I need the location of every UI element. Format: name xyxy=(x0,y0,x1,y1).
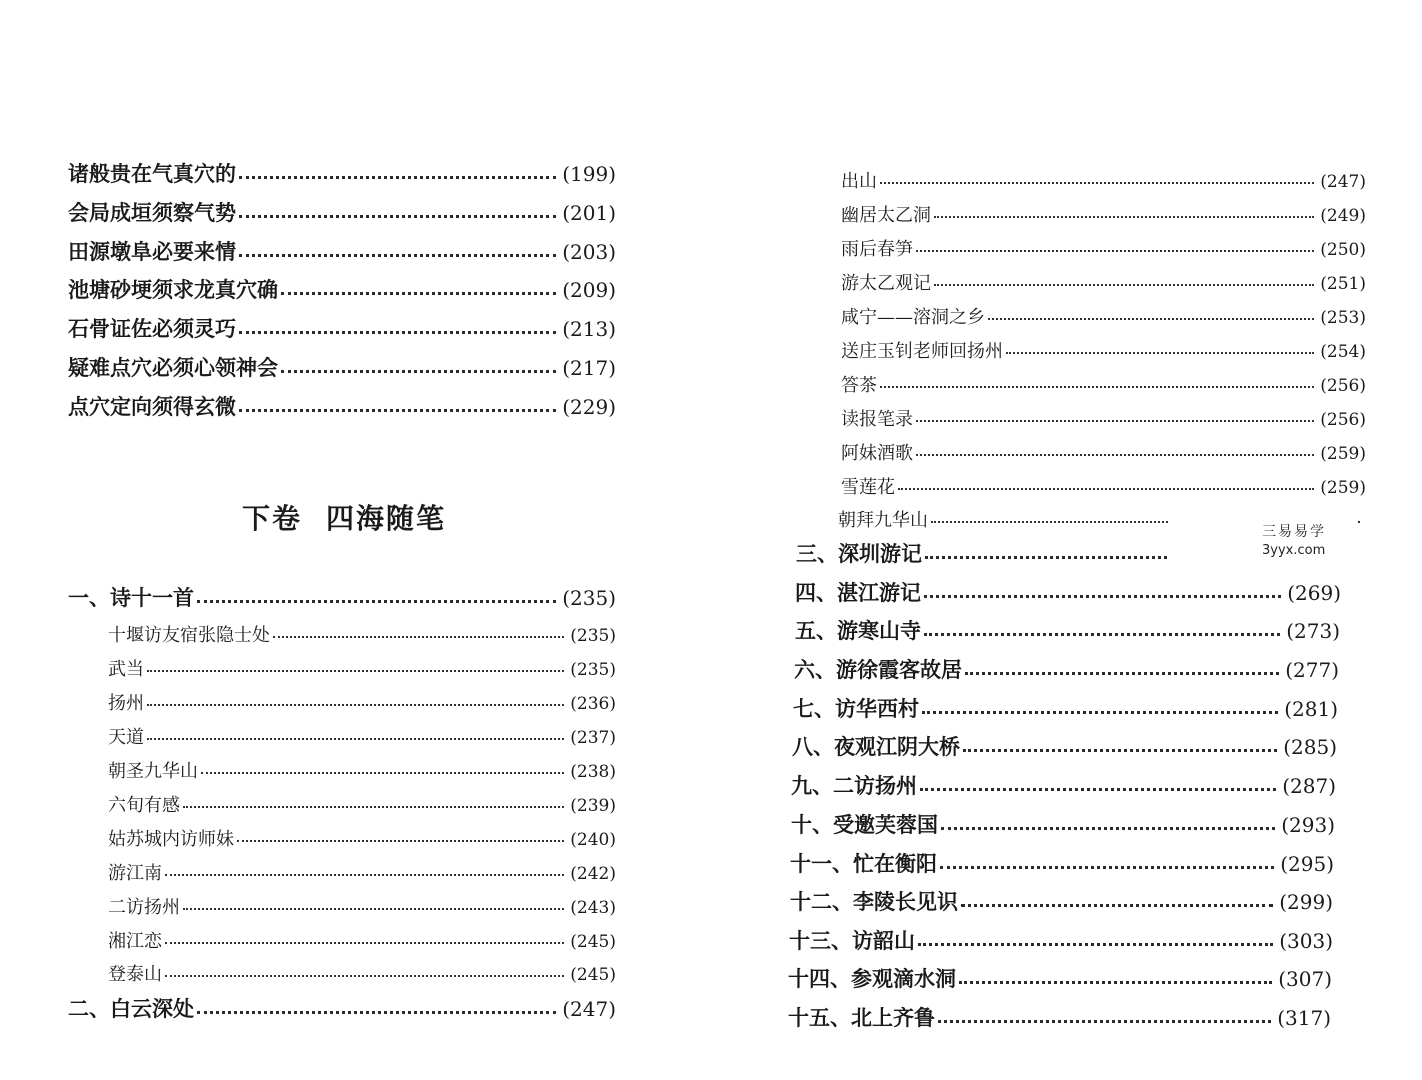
watermark-name: 三易易学 xyxy=(1262,524,1326,540)
toc-subentry-title: 扬州 xyxy=(108,693,144,714)
toc-subentry[interactable] xyxy=(841,473,1366,499)
toc-subentry-title: 二访扬州 xyxy=(108,897,180,918)
toc-subentry-page: (238) xyxy=(570,762,616,782)
toc-subentry[interactable] xyxy=(108,757,616,783)
site-watermark xyxy=(1168,512,1358,566)
toc-section-title: 十四、参观滴水洞 xyxy=(788,966,956,991)
toc-entry-page: (209) xyxy=(562,278,616,302)
toc-section[interactable] xyxy=(794,654,1339,684)
dot-leader xyxy=(963,749,1277,752)
toc-subentry[interactable] xyxy=(841,167,1366,193)
toc-subentry-title: 登泰山 xyxy=(108,964,162,985)
toc-section-title: 三、深圳游记 xyxy=(796,541,922,566)
toc-subentry-title: 咸宁——溶洞之乡 xyxy=(841,307,985,328)
toc-section-page: (299) xyxy=(1279,890,1333,914)
dot-leader xyxy=(924,633,1280,636)
toc-subentry-page: (259) xyxy=(1320,444,1366,464)
toc-section-title: 八、夜观江阴大桥 xyxy=(792,734,960,759)
toc-subentry-title: 游太乙观记 xyxy=(841,273,931,294)
toc-subentry-page: (256) xyxy=(1320,410,1366,430)
toc-subentry-title: 游江南 xyxy=(108,863,162,884)
dot-leader xyxy=(898,488,1314,490)
dot-leader xyxy=(918,943,1273,946)
toc-subentry[interactable] xyxy=(841,371,1366,397)
toc-section-title: 十三、访韶山 xyxy=(789,928,915,953)
dot-leader xyxy=(916,420,1314,422)
toc-subentry-title: 六旬有感 xyxy=(108,795,180,816)
dot-leader xyxy=(239,331,556,334)
volume-label: 下卷 xyxy=(242,502,303,535)
toc-subentry-page: (243) xyxy=(570,898,616,918)
toc-section-page: (277) xyxy=(1285,658,1339,682)
dot-leader xyxy=(239,254,556,257)
toc-section-title: 十、受邀芙蓉国 xyxy=(791,812,938,837)
dot-leader xyxy=(201,772,564,774)
toc-entry-page: (213) xyxy=(562,317,616,341)
toc-subentry-title: 天道 xyxy=(108,727,144,748)
toc-section-page: (269) xyxy=(1287,581,1341,605)
toc-section[interactable] xyxy=(788,1002,1331,1032)
dot-leader xyxy=(165,942,564,944)
toc-subentry-page: (250) xyxy=(1320,240,1366,260)
toc-entry-page: (199) xyxy=(562,162,616,186)
dot-leader xyxy=(880,182,1314,184)
toc-subentry[interactable] xyxy=(841,405,1366,431)
dot-leader xyxy=(916,250,1314,252)
toc-section[interactable] xyxy=(795,577,1341,607)
dot-leader xyxy=(938,1020,1271,1023)
toc-section[interactable] xyxy=(68,993,616,1023)
toc-subentry-title: 幽居太乙洞 xyxy=(841,205,931,226)
toc-section-title: 一、诗十一首 xyxy=(68,585,194,610)
dot-leader xyxy=(147,704,564,706)
dot-leader xyxy=(147,670,564,672)
toc-section[interactable] xyxy=(791,770,1336,800)
toc-section-page: (247) xyxy=(562,997,616,1021)
toc-subentry-title: 武当 xyxy=(108,659,144,680)
dot-leader xyxy=(961,904,1273,907)
dot-leader xyxy=(165,874,564,876)
toc-subentry-title: 出山 xyxy=(841,171,877,192)
toc-entry-title: 会局成垣须察气势 xyxy=(68,200,236,225)
toc-subentry[interactable] xyxy=(108,621,616,647)
dot-leader xyxy=(239,215,556,218)
toc-subentry-title: 雪莲花 xyxy=(841,477,895,498)
toc-entry-title: 点穴定向须得玄微 xyxy=(68,394,236,419)
toc-entry-title: 诸般贵在气真穴的 xyxy=(68,161,236,186)
toc-entry[interactable] xyxy=(68,158,616,188)
toc-subentry[interactable] xyxy=(108,960,616,986)
toc-section[interactable] xyxy=(788,963,1332,993)
toc-section[interactable] xyxy=(68,582,616,612)
dot-leader xyxy=(988,318,1314,320)
toc-entry[interactable] xyxy=(68,313,616,343)
toc-entry[interactable] xyxy=(68,197,616,227)
toc-section[interactable] xyxy=(789,925,1333,955)
toc-subentry[interactable] xyxy=(108,655,616,681)
toc-section-title: 十一、忙在衡阳 xyxy=(790,851,937,876)
toc-section[interactable] xyxy=(790,848,1334,878)
toc-section-title: 七、访华西村 xyxy=(793,696,919,721)
toc-subentry-title: 阿妹酒歌 xyxy=(841,443,913,464)
toc-section-title: 四、湛江游记 xyxy=(795,580,921,605)
dot-leader xyxy=(239,409,556,412)
toc-section-title: 五、游寒山寺 xyxy=(795,618,921,643)
toc-subentry[interactable] xyxy=(108,791,616,817)
toc-subentry[interactable] xyxy=(841,235,1366,261)
toc-subentry[interactable] xyxy=(841,201,1366,227)
dot-leader xyxy=(880,386,1314,388)
toc-section[interactable] xyxy=(795,615,1340,645)
toc-entry[interactable] xyxy=(68,352,616,382)
toc-subentry-page: (236) xyxy=(570,694,616,714)
toc-section-page: (287) xyxy=(1282,774,1336,798)
dot-leader xyxy=(281,370,556,373)
toc-subentry-title: 湘江恋 xyxy=(108,931,162,952)
toc-section-title: 十二、李陵长见识 xyxy=(790,889,958,914)
toc-subentry-title: 雨后春笋 xyxy=(841,239,913,260)
toc-entry-title: 田源墩阜必要来情 xyxy=(68,239,236,264)
dot-leader xyxy=(273,636,564,638)
toc-subentry[interactable] xyxy=(841,269,1366,295)
volume-name: 四海随笔 xyxy=(326,502,447,535)
toc-subentry-title: 朝拜九华山 xyxy=(838,510,928,531)
dot-leader xyxy=(941,827,1275,830)
toc-section-page: (235) xyxy=(562,586,616,610)
dot-leader xyxy=(922,711,1278,714)
toc-entry[interactable] xyxy=(68,274,616,304)
toc-section[interactable] xyxy=(791,809,1335,839)
toc-section-page: (293) xyxy=(1281,813,1335,837)
toc-entry-page: (201) xyxy=(562,201,616,225)
toc-entry[interactable] xyxy=(68,236,616,266)
toc-subentry-page: (237) xyxy=(570,728,616,748)
toc-subentry-page: (245) xyxy=(570,965,616,985)
toc-entry-page: (229) xyxy=(562,395,616,419)
dot-leader xyxy=(916,454,1314,456)
toc-entry-page: (217) xyxy=(562,356,616,380)
toc-subentry[interactable] xyxy=(841,337,1366,363)
dot-leader xyxy=(924,595,1281,598)
dot-leader xyxy=(165,975,564,977)
toc-subentry-page: (249) xyxy=(1320,206,1366,226)
toc-section-page: (307) xyxy=(1278,967,1332,991)
dot-leader xyxy=(920,788,1276,791)
toc-subentry-page: (245) xyxy=(570,932,616,952)
watermark-site: 3yyx.com xyxy=(1262,543,1326,558)
toc-entry[interactable] xyxy=(68,391,616,421)
toc-section-page: (317) xyxy=(1277,1006,1331,1030)
dot-leader xyxy=(281,292,556,295)
toc-section-page: (295) xyxy=(1280,852,1334,876)
toc-section-page: (281) xyxy=(1284,697,1338,721)
toc-section-page: (285) xyxy=(1283,735,1337,759)
toc-entry-title: 疑难点穴必须心领神会 xyxy=(68,355,278,380)
dot-leader xyxy=(197,600,556,603)
toc-subentry[interactable] xyxy=(108,723,616,749)
toc-entry-title: 池塘砂埂须求龙真穴确 xyxy=(68,277,278,302)
dot-leader xyxy=(239,176,556,179)
toc-subentry[interactable] xyxy=(841,439,1366,465)
dot-leader xyxy=(183,806,564,808)
toc-subentry-page: (247) xyxy=(1320,172,1366,192)
toc-section-page: (273) xyxy=(1286,619,1340,643)
toc-section[interactable] xyxy=(790,886,1333,916)
dot-leader xyxy=(147,738,564,740)
volume-heading xyxy=(242,497,446,537)
toc-subentry-title: 读报笔录 xyxy=(841,409,913,430)
toc-subentry-page: (242) xyxy=(570,864,616,884)
toc-subentry-title: 答茶 xyxy=(841,375,877,396)
toc-subentry-page: (259) xyxy=(1320,478,1366,498)
toc-subentry-title: 姑苏城内访师妹 xyxy=(108,829,234,850)
dot-leader xyxy=(1006,352,1314,354)
toc-section[interactable] xyxy=(792,731,1337,761)
toc-subentry-page: (253) xyxy=(1320,308,1366,328)
toc-subentry[interactable] xyxy=(841,303,1366,329)
toc-subentry[interactable] xyxy=(108,859,616,885)
toc-subentry-page: (254) xyxy=(1320,342,1366,362)
dot-leader xyxy=(197,1011,556,1014)
dot-leader xyxy=(959,981,1272,984)
dot-leader xyxy=(940,866,1274,869)
toc-section-title: 九、二访扬州 xyxy=(791,773,917,798)
toc-subentry-title: 十堰访友宿张隐士处 xyxy=(108,625,270,646)
dot-leader xyxy=(965,672,1279,675)
toc-subentry-page: (256) xyxy=(1320,376,1366,396)
toc-subentry-title: 送庄玉钊老师回扬州 xyxy=(841,341,1003,362)
dot-leader xyxy=(183,908,564,910)
toc-section-title: 十五、北上齐鲁 xyxy=(788,1005,935,1030)
toc-subentry-title: 朝圣九华山 xyxy=(108,761,198,782)
toc-section-title: 二、白云深处 xyxy=(68,996,194,1021)
toc-subentry-page: (251) xyxy=(1320,274,1366,294)
toc-section[interactable] xyxy=(793,693,1338,723)
dot-leader xyxy=(934,284,1314,286)
toc-subentry-page: (235) xyxy=(570,626,616,646)
toc-section-title: 六、游徐霞客故居 xyxy=(794,657,962,682)
toc-entry-title: 石骨证佐必须灵巧 xyxy=(68,316,236,341)
toc-subentry-page: (240) xyxy=(570,830,616,850)
toc-subentry[interactable] xyxy=(108,825,616,851)
dot-leader xyxy=(934,216,1314,218)
toc-subentry-page: (239) xyxy=(570,796,616,816)
toc-subentry[interactable] xyxy=(108,893,616,919)
toc-subentry-page: (235) xyxy=(570,660,616,680)
toc-section-page: (303) xyxy=(1279,929,1333,953)
toc-entry-page: (203) xyxy=(562,240,616,264)
toc-subentry[interactable] xyxy=(108,927,616,953)
toc-subentry[interactable] xyxy=(108,689,616,715)
dot-leader xyxy=(237,840,564,842)
